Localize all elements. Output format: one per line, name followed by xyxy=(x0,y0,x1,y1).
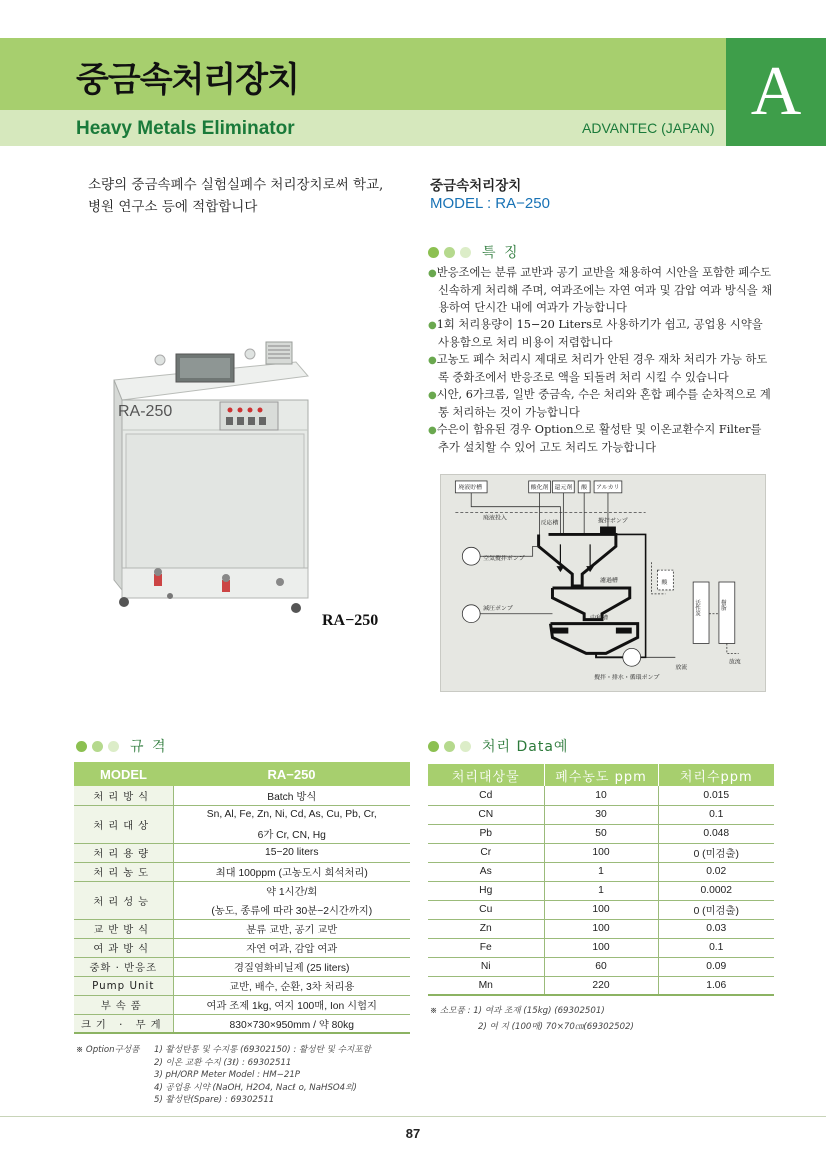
label-waste-tank: 廃液貯槽 xyxy=(458,483,483,491)
label-neutral-tank: 中和槽 xyxy=(590,614,608,622)
spec-value: Sn, Al, Fe, Zn, Ni, Cd, As, Cu, Pb, Cr, xyxy=(206,809,377,821)
data-cell: Mn xyxy=(428,976,544,995)
data-cell: Ni xyxy=(428,957,544,976)
intro-line: 소량의 중금속폐수 실험실폐수 처리장치로써 학교, xyxy=(88,177,384,193)
feature-item: ● 1회 처리용량이 15−20 Liters로 사용하기가 쉽고, 공업용 시약을 사용함으로 처리 비용이 저렴합니다 xyxy=(428,316,773,351)
page-number: 87 xyxy=(405,1126,421,1141)
table-row xyxy=(74,862,410,881)
label-reaction-tank: 反応槽 xyxy=(540,519,559,527)
option-item: 2) 이온 교환 수지 (3ℓ) : 69302511 xyxy=(154,1057,292,1068)
spec-value: 6가 Cr, CN, Hg xyxy=(173,824,410,843)
machine-label: RA-250 xyxy=(118,403,173,420)
machine-photo xyxy=(100,340,310,630)
spec-label: 처리대상 xyxy=(74,805,173,843)
intro-line: 병원 연구소 등에 적합합니다 xyxy=(88,199,258,215)
data-header: 폐수농도 ppm xyxy=(544,764,658,786)
bullet-dot-icon xyxy=(460,741,471,752)
data-cell: 10 xyxy=(544,786,658,805)
label-waste-input: 廃液投入 xyxy=(483,514,507,522)
label-alkali: アルカリ xyxy=(596,483,620,491)
product-model: MODEL : RA−250 xyxy=(430,195,550,212)
option-notes xyxy=(76,1044,371,1107)
spec-header-value: RA−250 xyxy=(173,762,410,786)
label-discharge2: 放流 xyxy=(728,658,741,666)
table-row xyxy=(428,976,774,995)
features-list xyxy=(428,264,773,456)
data-cell: 1 xyxy=(544,862,658,881)
feature-item: ● 반응조에는 분류 교반과 공기 교반을 채용하여 시안을 포함한 폐수도 신속하게 처리해 주며, 여과조에는 자연 여과 및 감압 여과 방식을 채용하여 단시간 내에 여과가 가능합니다 xyxy=(428,264,773,316)
bullet-dot-icon xyxy=(428,247,439,258)
bullet-dot-icon xyxy=(444,741,455,752)
label-resin: 樹脂 xyxy=(719,599,726,611)
data-cell: Zn xyxy=(428,919,544,938)
spec-value: 15−20 liters xyxy=(173,843,410,862)
spec-value: 경질염화비닐제 (25 liters) xyxy=(173,957,410,976)
spec-label: Pump Unit xyxy=(74,976,173,995)
table-row xyxy=(74,995,410,1014)
consumable-note: 2) 여 지 (100매) 70×70㎝(69302502) xyxy=(478,1022,634,1032)
data-cell: Fe xyxy=(428,938,544,957)
intro-text xyxy=(88,174,408,218)
section-tab-letter: A xyxy=(726,38,826,146)
table-row xyxy=(428,862,774,881)
spec-value: 최대 100ppm (고농도시 희석처리) xyxy=(173,862,410,881)
spec-label: 크기 · 무게 xyxy=(74,1014,173,1033)
data-cell: 0.1 xyxy=(658,805,774,824)
option-item: 1) 활성탄통 및 수지통 (69302150) : 활성탄 및 수지포함 xyxy=(154,1045,371,1055)
data-cell: 0.0002 xyxy=(658,881,774,900)
data-cell: 1 xyxy=(544,881,658,900)
spec-label: 중화 · 반응조 xyxy=(74,957,173,976)
data-cell: 100 xyxy=(544,938,658,957)
label-reducer: 還元剤 xyxy=(554,483,573,491)
data-header-row xyxy=(428,764,774,786)
data-cell: 0.015 xyxy=(658,786,774,805)
data-cell: 0.02 xyxy=(658,862,774,881)
option-heading: ※ Option구성품 xyxy=(76,1045,140,1055)
product-name: 중금속처리장치 xyxy=(430,178,522,194)
spec-label: 처리용량 xyxy=(74,843,173,862)
page-title: 중금속처리장치 xyxy=(76,60,299,100)
consumable-note: ※ 소모품 : 1) 여과 조재 (15kg) (69302501) xyxy=(430,1006,605,1016)
data-header: 처리수ppm xyxy=(658,764,774,786)
spec-heading xyxy=(76,736,168,756)
table-row xyxy=(74,881,410,900)
feature-item: ● 수은이 함유된 경우 Option으로 활성탄 및 이온교환수지 Filter를 추가 설치할 수 있어 고도 처리도 가능합니다 xyxy=(428,421,773,456)
label-activated-carbon: 活性炭 xyxy=(694,599,701,617)
bullet-dot-icon xyxy=(428,741,439,752)
label-bottom-pump: 攪拌・排水・循環ポンプ xyxy=(594,674,660,682)
spec-label: 여과방식 xyxy=(74,938,173,957)
data-cell: 100 xyxy=(544,919,658,938)
table-row xyxy=(74,1014,410,1033)
data-cell: 100 xyxy=(544,843,658,862)
data-cell: Cr xyxy=(428,843,544,862)
spec-label: 부속품 xyxy=(74,995,173,1014)
spec-label: 처리방식 xyxy=(74,786,173,805)
spec-label: 교반방식 xyxy=(74,919,173,938)
data-cell: 1.06 xyxy=(658,976,774,995)
label-filter-tank: 濾過槽 xyxy=(600,577,618,585)
label-acid-side: 酸 xyxy=(661,578,668,586)
data-cell: 0 (미검출) xyxy=(658,900,774,919)
features-heading xyxy=(428,242,520,262)
label-discharge1: 放流 xyxy=(675,664,688,672)
bullet-dot-icon xyxy=(460,247,471,258)
spec-title: 규 격 xyxy=(130,739,168,755)
table-row xyxy=(428,881,774,900)
data-cell: 0.048 xyxy=(658,824,774,843)
process-flow-diagram xyxy=(440,474,766,692)
control-panel xyxy=(220,402,278,430)
spec-value: Batch 방식 xyxy=(173,786,410,805)
bullet-dot-icon xyxy=(444,247,455,258)
data-cell: 30 xyxy=(544,805,658,824)
label-oxidizer: 酸化剤 xyxy=(530,483,549,491)
data-cell: 100 xyxy=(544,900,658,919)
spec-value: (농도, 종류에 따라 30분−2시간까지) xyxy=(173,900,410,919)
spec-value: 약 1시간/회 xyxy=(266,887,318,899)
option-item: 3) pH/ORP Meter Model : HM−21P xyxy=(154,1070,300,1080)
table-row xyxy=(428,824,774,843)
label-acid-top: 酸 xyxy=(581,483,588,491)
treatment-data-table xyxy=(428,764,774,996)
consumables-notes xyxy=(430,1003,634,1035)
spec-value: 자연 여과, 감압 여과 xyxy=(173,938,410,957)
spec-table xyxy=(74,762,410,1034)
spec-label: 처리농도 xyxy=(74,862,173,881)
bullet-dot-icon xyxy=(108,741,119,752)
spec-header-model: MODEL xyxy=(74,762,173,786)
spec-value: 분류 교반, 공기 교반 xyxy=(173,919,410,938)
spec-value: 830×730×950mm / 약 80kg xyxy=(173,1014,410,1033)
footer-divider xyxy=(0,1116,826,1117)
data-cell: 220 xyxy=(544,976,658,995)
data-cell: 50 xyxy=(544,824,658,843)
spec-header-row xyxy=(74,762,410,786)
data-cell: CN xyxy=(428,805,544,824)
data-cell: 0.1 xyxy=(658,938,774,957)
table-row xyxy=(74,843,410,862)
table-row xyxy=(428,938,774,957)
data-cell: 0.09 xyxy=(658,957,774,976)
data-cell: Hg xyxy=(428,881,544,900)
option-item: 5) 활성탄(Spare) : 69302511 xyxy=(154,1095,275,1105)
table-row xyxy=(74,976,410,995)
data-cell: 60 xyxy=(544,957,658,976)
manufacturer: ADVANTEC (JAPAN) xyxy=(582,120,715,136)
table-row xyxy=(74,938,410,957)
feature-item: ● 고농도 폐수 처리시 제대로 처리가 안된 경우 재차 처리가 가능 하도록 중화조에서 반응조로 액을 되돌려 처리 시킬 수 있습니다 xyxy=(428,351,773,386)
data-cell: 0.03 xyxy=(658,919,774,938)
data-title: 처리 Data예 xyxy=(482,739,569,755)
data-cell: Cd xyxy=(428,786,544,805)
table-row xyxy=(74,919,410,938)
machine-caption: RA−250 xyxy=(322,612,379,629)
data-cell: Cu xyxy=(428,900,544,919)
data-cell: As xyxy=(428,862,544,881)
data-header: 처리대상물 xyxy=(428,764,544,786)
page-subtitle: Heavy Metals Eliminator xyxy=(76,118,295,139)
label-stir-pump: 攪拌ポンプ xyxy=(598,517,628,525)
bullet-dot-icon xyxy=(76,741,87,752)
data-heading xyxy=(428,736,568,756)
option-item: 4) 공업용 시약 (NaOH, H2O4, Nacℓ o, NaHSO4외) xyxy=(154,1082,357,1093)
bullet-dot-icon xyxy=(92,741,103,752)
label-air-pump: 空気攪拌ポンプ xyxy=(483,555,525,563)
table-row xyxy=(428,786,774,805)
spec-value: 여과 조제 1kg, 여지 100매, Ion 시험지 xyxy=(173,995,410,1014)
spec-value: 교반, 배수, 순환, 3차 처리용 xyxy=(173,976,410,995)
table-row xyxy=(428,843,774,862)
table-row xyxy=(428,919,774,938)
spec-label: 처리성능 xyxy=(74,881,173,919)
feature-item: ● 시안, 6가크롬, 일반 중금속, 수은 처리와 혼합 폐수를 순차적으로 계통 처리하는 것이 가능합니다 xyxy=(428,386,773,421)
label-vacuum-pump: 減圧ポンプ xyxy=(483,604,513,612)
table-row xyxy=(74,805,410,824)
data-cell: Pb xyxy=(428,824,544,843)
features-title: 특 징 xyxy=(482,245,520,261)
table-row xyxy=(428,900,774,919)
table-row xyxy=(74,957,410,976)
table-row xyxy=(74,786,410,805)
table-row xyxy=(428,957,774,976)
table-row xyxy=(428,805,774,824)
data-cell: 0 (미검출) xyxy=(658,843,774,862)
